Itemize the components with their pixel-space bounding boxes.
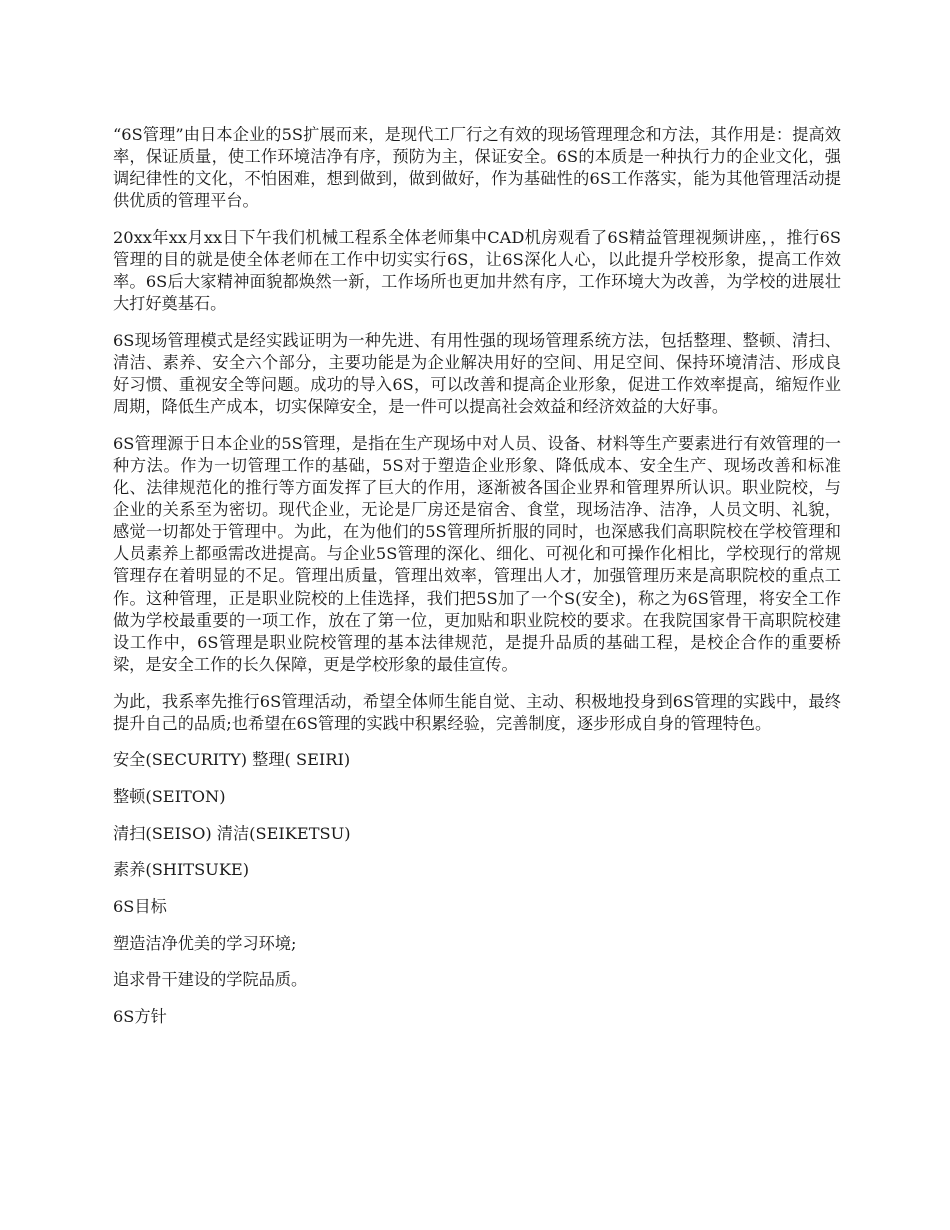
paragraph-lecture: 20xx年xx月xx日下午我们机械工程系全体老师集中CAD机房观看了6S精益管理视频讲座，，推行6S管理的目的就是使全体老师在工作中切实实行6S，让6S深化人心，以此提升学校形象，提高工作效率。6S后大家精神面貌都焕然一新，工作场所也更加井然有序，工作环境大为改善，为学校的进展壮大打好奠基石。 [113,227,841,314]
item-seiso-seiketsu: 清扫(SEISO) 清洁(SEIKETSU) [113,823,351,843]
item-seiton: 整顿(SEITON) [113,787,226,806]
document-body [113,124,841,1043]
item-shitsuke: 素养(SHITSUKE) [113,860,250,880]
item-security-seiri: 安全(SECURITY) 整理( SEIRI) [113,750,351,770]
paragraph-initiative: 为此，我系率先推行6S管理活动，希望全体师生能自觉、主动、积极地投身到6S管理的实践中，最终提升自己的品质;也希望在6S管理的实践中积累经验，完善制度，逐步形成自身的管理特色。 [113,691,841,733]
heading-policy: 6S方针 [113,1007,167,1027]
goal-quality: 追求骨干建设的学院品质。 [113,970,308,990]
paragraph-intro: “6S管理”由日本企业的5S扩展而来，是现代工厂行之有效的现场管理理念和方法，其作用是：提高效率，保证质量，使工作环境洁净有序，预防为主，保证安全。6S的本质是一种执行力的企业文化，强调纪律性的文化，不怕困难，想到做到，做到做好，作为基础性的6S工作落实，能为其他管理活动提供优质的管理平台。 [113,125,841,211]
goal-environment: 塑造洁净优美的学习环境; [113,933,297,953]
paragraph-origin: 6S管理源于日本企业的5S管理，是指在生产现场中对人员、设备、材料等生产要素进行有效管理的一种方法。作为一切管理工作的基础，5S对于塑造企业形象、降低成本、安全生产、现场改善和标准化、法律规范化的推行等方面发挥了巨大的作用，逐渐被各国企业界和管理界所认识。职业院校，与企业的关系至为密切。现代企业，无论是厂房还是宿舍、食堂，现场洁净、洁净，人员文明、礼貌，感觉一切都处于管理中。为此，在为他们的5S管理所折服的同时，也深感我们高职院校在学校管理和人员素养上都亟需改进提高。与企业5S管理的深化、细化、可视化和可操作化相比，学校现行的常规管理存在着明显的不足。管理出质量，管理出效率，管理出人才，加强管理历来是高职院校的重点工作。这种管理，正是职业院校的上佳选择，我们把5S加了一个S(安全)，称之为6S管理，将安全工作做为学校最重要的一项工作，放在了第一位，更加贴和职业院校的要求。在我院国家骨干高职院校建设工作中，6S管理是职业院校管理的基本法律规范，是提升品质的基础工程，是校企合作的重要桥梁，是安全工作的长久保障，更是学校形象的最佳宣传。 [113,433,841,674]
heading-goals: 6S目标 [113,897,167,917]
paragraph-mode: 6S现场管理模式是经实践证明为一种先进、有用性强的现场管理系统方法，包括整理、整顿、清扫、清洁、素养、安全六个部分，主要功能是为企业解决用好的空间、用足空间、保持环境清洁、形成良好习惯、重视安全等问题。成功的导入6S，可以改善和提高企业形象，促进工作效率提高，缩短作业周期，降低生产成本，切实保障安全，是一件可以提高社会效益和经济效益的大好事。 [113,330,841,417]
